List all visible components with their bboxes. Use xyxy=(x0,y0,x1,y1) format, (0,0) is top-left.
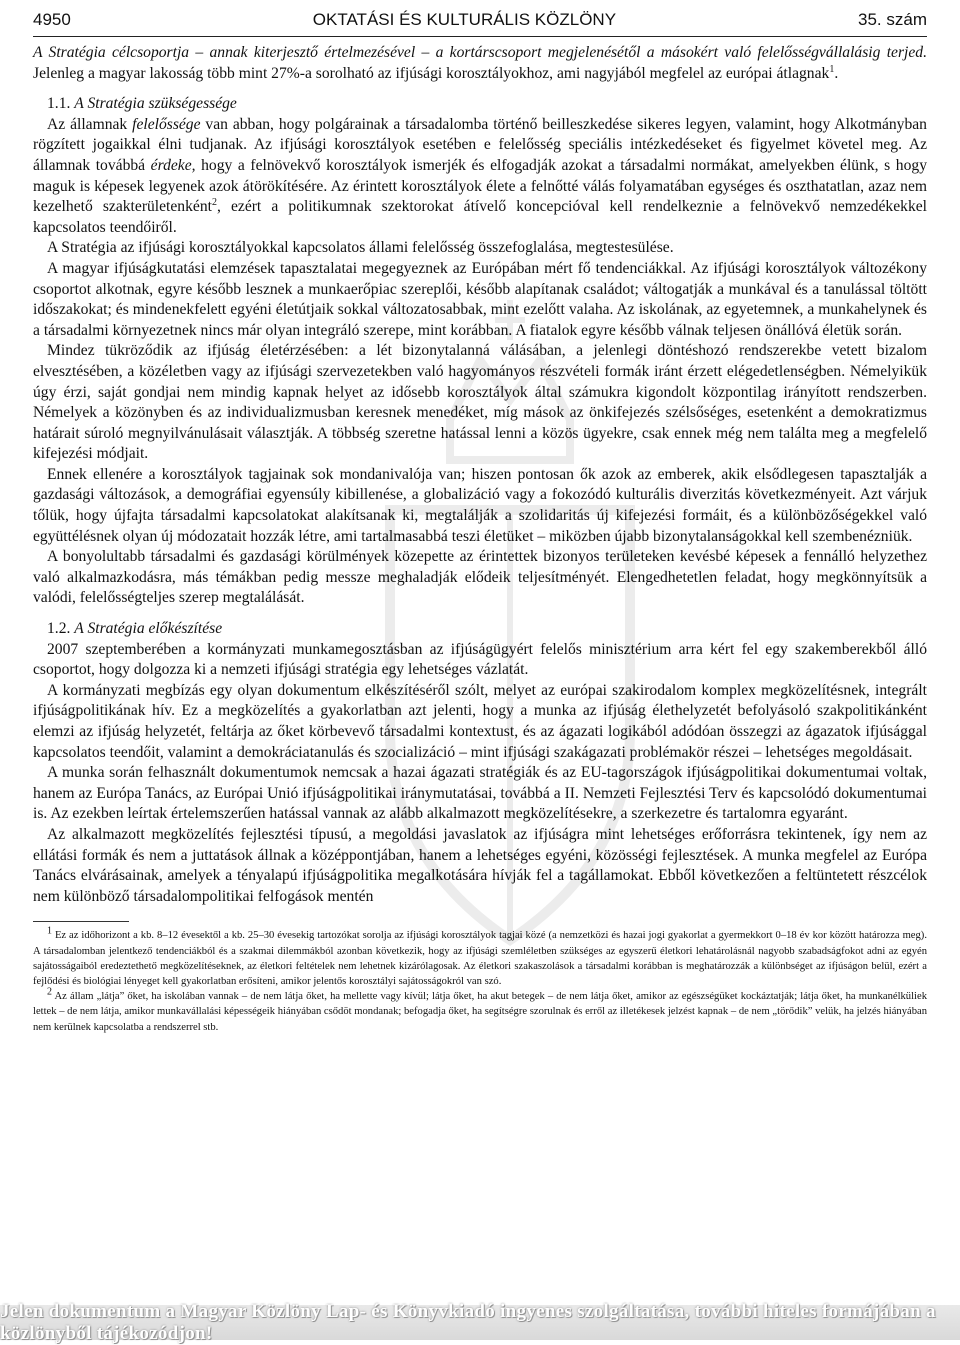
paragraph: A magyar ifjúságkutatási elemzések tapasztalatai megegyeznek az Európában mért fő tendenciákkal. Az ifjúsági korosztályok változékony csoportot alkotnak, egyre később lesznek a munkaerőpiac szereplői, később alapítanak családot; váltogatják a munkával és a tanulással töltött időszakokat; és mindenekfelett egyéni életútjaik sokkal változatosabbak, mint ezelőtt valaha. Az iskolának, az egyetemnek, a munkahelynek és a társadalmi környezetnek nincs már olyan integráló szerepe, mint korábban. A fiatalok egyre később válnak teljesen önállóvá életük során. xyxy=(33,259,927,339)
footnote-text: Ez az időhorizont a kb. 8–12 évesektől a kb. 25–30 évesekig tartozókat sorolja az ifjúsági korosztályok tagjai közé (a nemzetközi és hazai jogi gyakorlat a gyermekkort 0–18 év kor között határozza meg). A társadalomban jelentkező tendenciákból és a szakmai dilemmákból azonban következik, hogy az ifjúsági szemléletben szükséges az egyszerű életkori lehatárolásnál nagyobb szabadságfokot adni az egyén sajátosságaiból eredeztethető megközelítéseknek, az életkori feltételek nem lehetnek kizárólagosak. Az életkori szakaszolások a társadalmi korábban is meghatározzák a különbséget az ifjúságon belül, ezért a fejlődési és biológiai lényeget kell gyakorlatban erősíteni, amikor jelentős korosztályi sajátosságokról van szó. xyxy=(33,930,927,987)
footnotes xyxy=(33,925,927,1034)
footnote-number: 2 xyxy=(47,986,52,998)
section-heading-1-1 xyxy=(33,94,927,115)
paragraph: A munka során felhasznált dokumentumok nemcsak a hazai ágazati stratégiák és az EU-tagországok ifjúságpolitikai dokumentumai voltak, hanem az Európa Tanács, az Európai Unió ifjúságpolitikai iránymutatásai, továbbá a II. Nemzeti Fejlesztési Terv és kapcsolódó dokumentumai is. Az ezekben leírtak értelemszerűen hatással vannak az alább alkalmazott megközelítésekre, a szerkezetre és tartalomra egyaránt. xyxy=(33,764,927,823)
section-title: A Stratégia előkészítése xyxy=(74,620,223,638)
emphasis: felelőssége xyxy=(132,115,201,133)
intro-text-b: . xyxy=(834,64,839,82)
paragraph: Az alkalmazott megközelítés fejlesztési típusú, a megoldási javaslatok az ifjúságra mint lehetséges erőforrásra tekintenek, így nem az ellátási formák és nem a juttatások állnak a középpontjában, hanem a lehetséges egyéni, közösségi fejlesztések. A munka megfelel az Európa Tanács elvárásainak, amelyek a tényalapú ifjúságpolitika megalkotására hívják fel a tagállamokat. Ebből következően a feltüntetett részcélok nem különböző társadalompolitikai felfogások mentén xyxy=(33,825,927,905)
paragraph: 2007 szeptemberében a kormányzati munkamegosztásban az ifjúságügyért felelős minisztérium arra kért fel egy szakemberekből álló csoportot, hogy dolgozza ki a nemzeti ifjúsági stratégia egy lehetséges vázlatát. xyxy=(33,640,927,679)
text-run: van abban, hogy polgárainak a társadalomba történő beilleszkedése sikeres legyen, valamint, hogy Alkotmányban rögzített jogaikkal élni tudjanak. Az ifjúsági korosztályok esetében e felelősség speciális intézkedéseket és figyelmet követel meg. Az államnak továbbá xyxy=(33,115,927,174)
text-run: Az államnak xyxy=(47,115,133,133)
text-run: , ezért a politikumnak szektorokat átívelő koncepcióval kell rendelkeznie a felnövekvő nemzedékekkel kapcsolatos teendőiről. xyxy=(33,198,927,236)
paragraph: A kormányzati megbízás egy olyan dokumentum elkészítéséről szólt, melyet az európai szakirodalom komplex megközelítésnek, integrált ifjúságpolitikának hív. Ez a megközelítés a gyakorlatban azt jelenti, hogy a munka az ifjúság élethelyzetét befolyásoló szakpolitikánként elemzi az ifjúság helyzetét, feltárja az őket körbevevő társadalmi kontextust, és az ágazati logikából adódóan összegzi az ágazatok ifjúsággal kapcsolatos teendőit, valamint a demokráciatanulás és szocializáció – mint ifjúsági szakágazati problémakör részei – lehetséges megoldásait. xyxy=(33,681,927,761)
footnote-1 xyxy=(33,925,927,989)
issue-number: 35. szám xyxy=(858,10,927,29)
intro-italic: A Stratégia célcsoportja – annak kiterjesztő értelmezésével – a kortárscsoport megjelenésétől a másokért való felelősségvállalásig terjed. xyxy=(33,44,927,61)
footnote-ref-2[interactable]: 2 xyxy=(211,196,217,208)
section-number: 1.1. xyxy=(47,95,71,113)
emphasis: érdeke, xyxy=(150,156,196,174)
section-heading-1-2 xyxy=(33,619,927,640)
footnote-2 xyxy=(33,986,927,1035)
paragraph: A Stratégia az ifjúsági korosztályokkal kapcsolatos állami felelősség összefoglalása, megtestesülése. xyxy=(47,239,674,257)
page-number: 4950 xyxy=(33,10,71,29)
paragraph: Ennek ellenére a korosztályok tagjainak sok mondanivalója van; hiszen pontosan ők azok az emberek, akik elsődlegesen tapasztalják a gazdasági változások, a demográfiai egyensúly kibillenése, a globalizáció vagy a fokozódó kulturális diverzitás következményeit. Azt várjuk tőlük, hogy újfajta társadalmi kapcsolatokat alakítsanak ki, megtalálják a szolidaritás új kifejezési formáit, és a különbözőségekkel való együttélésnek olyan új módozatait hozzák létre, ami tartalmasabbá teszi életüket – miközben újabb bizonytalanságokkal kell szembenézniük. xyxy=(33,465,927,545)
bottom-banner: Jelen dokumentum a Magyar Közlöny Lap- és Könyvkiadó ingyenes szolgáltatása, további hiteles formájában a közlönyből tájékozódjon! xyxy=(0,1305,960,1340)
footnote-text: Az állam „látja” őket, ha iskolában vannak – de nem látja őket, ha mellette vagy kívül; látja őket, ha akut betegek – de nem látja őket, amikor az egészségüket kockáztatják; látja őket, ha munkanélküliek lettek – de nem látja, amikor munkavállalási képességeik hiányában csődöt mondanak; befogadja őket, ha segítségre szorulnak és erről az illetékesek jelzést kapnak – de nem „törődik” velük, ha jelzés hiányában nem kerülnek kapcsolatba a rendszerrel stb. xyxy=(33,991,927,1033)
intro-paragraph xyxy=(33,43,927,84)
text-run: hogy a felnövekvő korosztályok ismerjék és elfogadják azokat a társadalmi normákat, amelyekben élünk, s hogy maguk is képesek legyenek azok átörökítésére. Az érintett korosztályok élete a felnőtté válás folyamatában egységes és oszthatatlan, azaz nem kezelhető szakterületenként xyxy=(33,156,927,216)
section-number: 1.2. xyxy=(47,620,71,638)
document-page xyxy=(33,10,927,1035)
intro-text-a: Jelenleg a magyar lakosság több mint 27%-a sorolható az ifjúsági korosztályokhoz, ami nagyjából megfelel az európai átlagnak xyxy=(33,64,830,82)
body-text xyxy=(33,43,927,907)
section-title: A Stratégia szükségessége xyxy=(74,95,237,113)
footnote-divider xyxy=(33,921,129,922)
footnote-ref-1[interactable]: 1 xyxy=(829,63,835,75)
page-header xyxy=(33,10,927,37)
journal-title: OKTATÁSI ÉS KULTURÁLIS KÖZLÖNY xyxy=(312,10,617,29)
footnote-number: 1 xyxy=(47,925,52,937)
paragraph: Mindez tükröződik az ifjúság életérzésében: a lét bizonytalanná válásában, a jelenlegi döntéshozó rendszerekbe vetett bizalom elvesztésében, a közéletben vagy az ifjúsági szervezetekben való hagyományos részvételi formák iránt érzett elégedetlenségben. Némelyikük úgy érzi, saját gondjai nem mindig kapnak helyet az idősebb korosztályok által számukra kigondolt központilag irányított rendszerben. Némelyek a közönyben és az individualizmusban keresnek menedéket, míg mások az önkifejezés szélsőséges, esetenként a demokratizmus határait súroló megnyilvánulásait választják. A többség szeretne hatással lenni a közös ügyekre, csak ennek még nem találta meg a megfelelő kifejezési módjait. xyxy=(33,342,927,463)
paragraph xyxy=(33,115,927,239)
paragraph: A bonyolultabb társadalmi és gazdasági körülmények közepette az érintettek bizonyos területeken kevésbé képesek a fennálló helyzethez való alkalmazkodásra, más témákban pedig messze meghaladják elődeik teljesítményét. Elengedhetetlen feladat, hogy megkönnyítsük a valódi, felelősségteljes szerep megtalálását. xyxy=(33,548,927,607)
